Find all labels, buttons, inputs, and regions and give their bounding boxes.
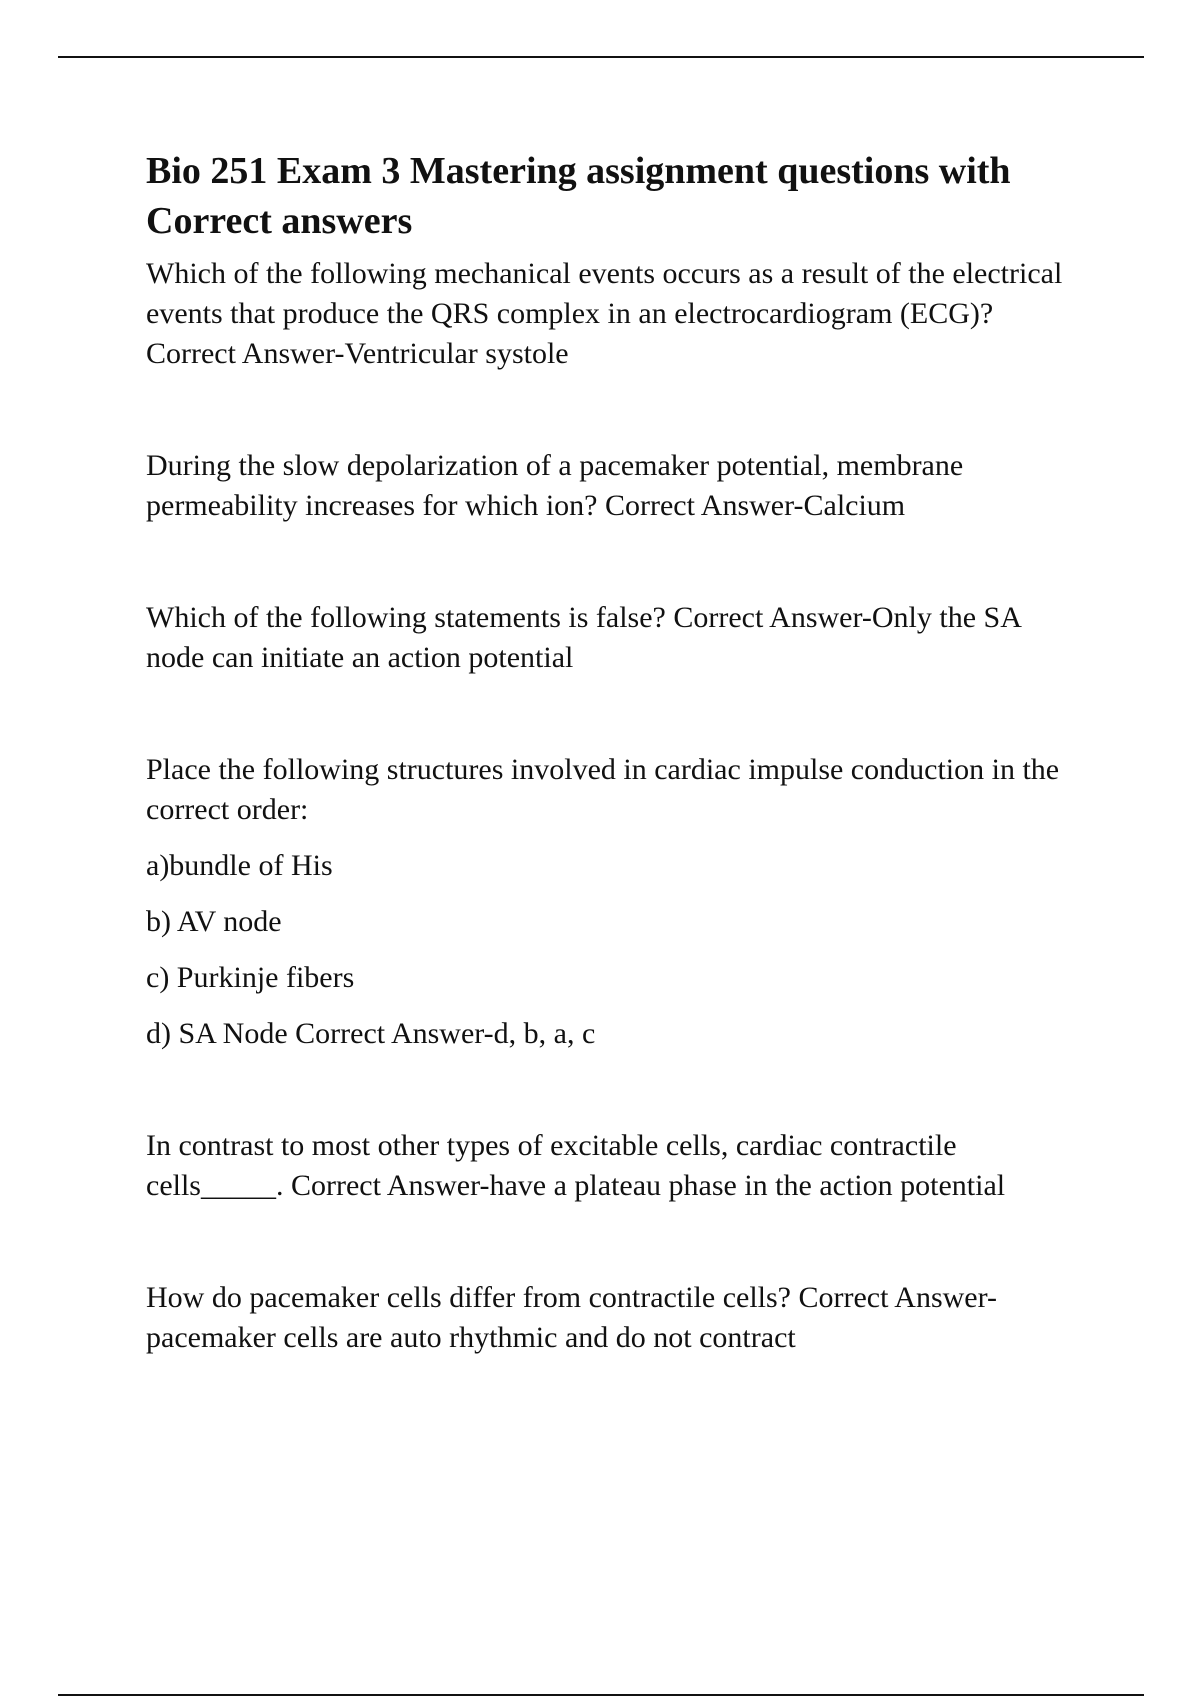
option-a: a)bundle of His: [146, 849, 333, 882]
qa-item-2: During the slow depolarization of a pacemaker potential, membrane permeability increases for which ion? Correct Answer-Calcium: [146, 449, 964, 522]
ordering-prompt: Place the following structures involved in cardiac impulse conduction in the correct order:: [146, 753, 1060, 826]
option-b: b) AV node: [146, 905, 282, 938]
top-rule: [58, 56, 1144, 58]
option-c: c) Purkinje fibers: [146, 961, 355, 994]
ordering-question: [146, 750, 1086, 1054]
bottom-rule: [58, 1694, 1144, 1696]
qa-item-1: Which of the following mechanical events occurs as a result of the electrical events that produce the QRS complex in an electrocardiogram (ECG)? Correct Answer-Ventricular systole: [146, 257, 1063, 370]
document-title: Bio 251 Exam 3 Mastering assignment questions with Correct answers: [146, 150, 1011, 242]
qa-item-3: Which of the following statements is false? Correct Answer-Only the SA node can initiate an action potential: [146, 601, 1021, 674]
document-body: [146, 146, 1086, 1358]
qa-item-5: In contrast to most other types of excitable cells, cardiac contractile cells_____. Correct Answer-have a plateau phase in the action potential: [146, 1129, 1006, 1202]
qa-item-6: How do pacemaker cells differ from contractile cells? Correct Answer-pacemaker cells are auto rhythmic and do not contract: [146, 1281, 997, 1354]
option-d: d) SA Node Correct Answer-d, b, a, c: [146, 1017, 596, 1050]
qa-item-5-block: [146, 1126, 1086, 1206]
qa-item-6-block: [146, 1278, 1086, 1358]
